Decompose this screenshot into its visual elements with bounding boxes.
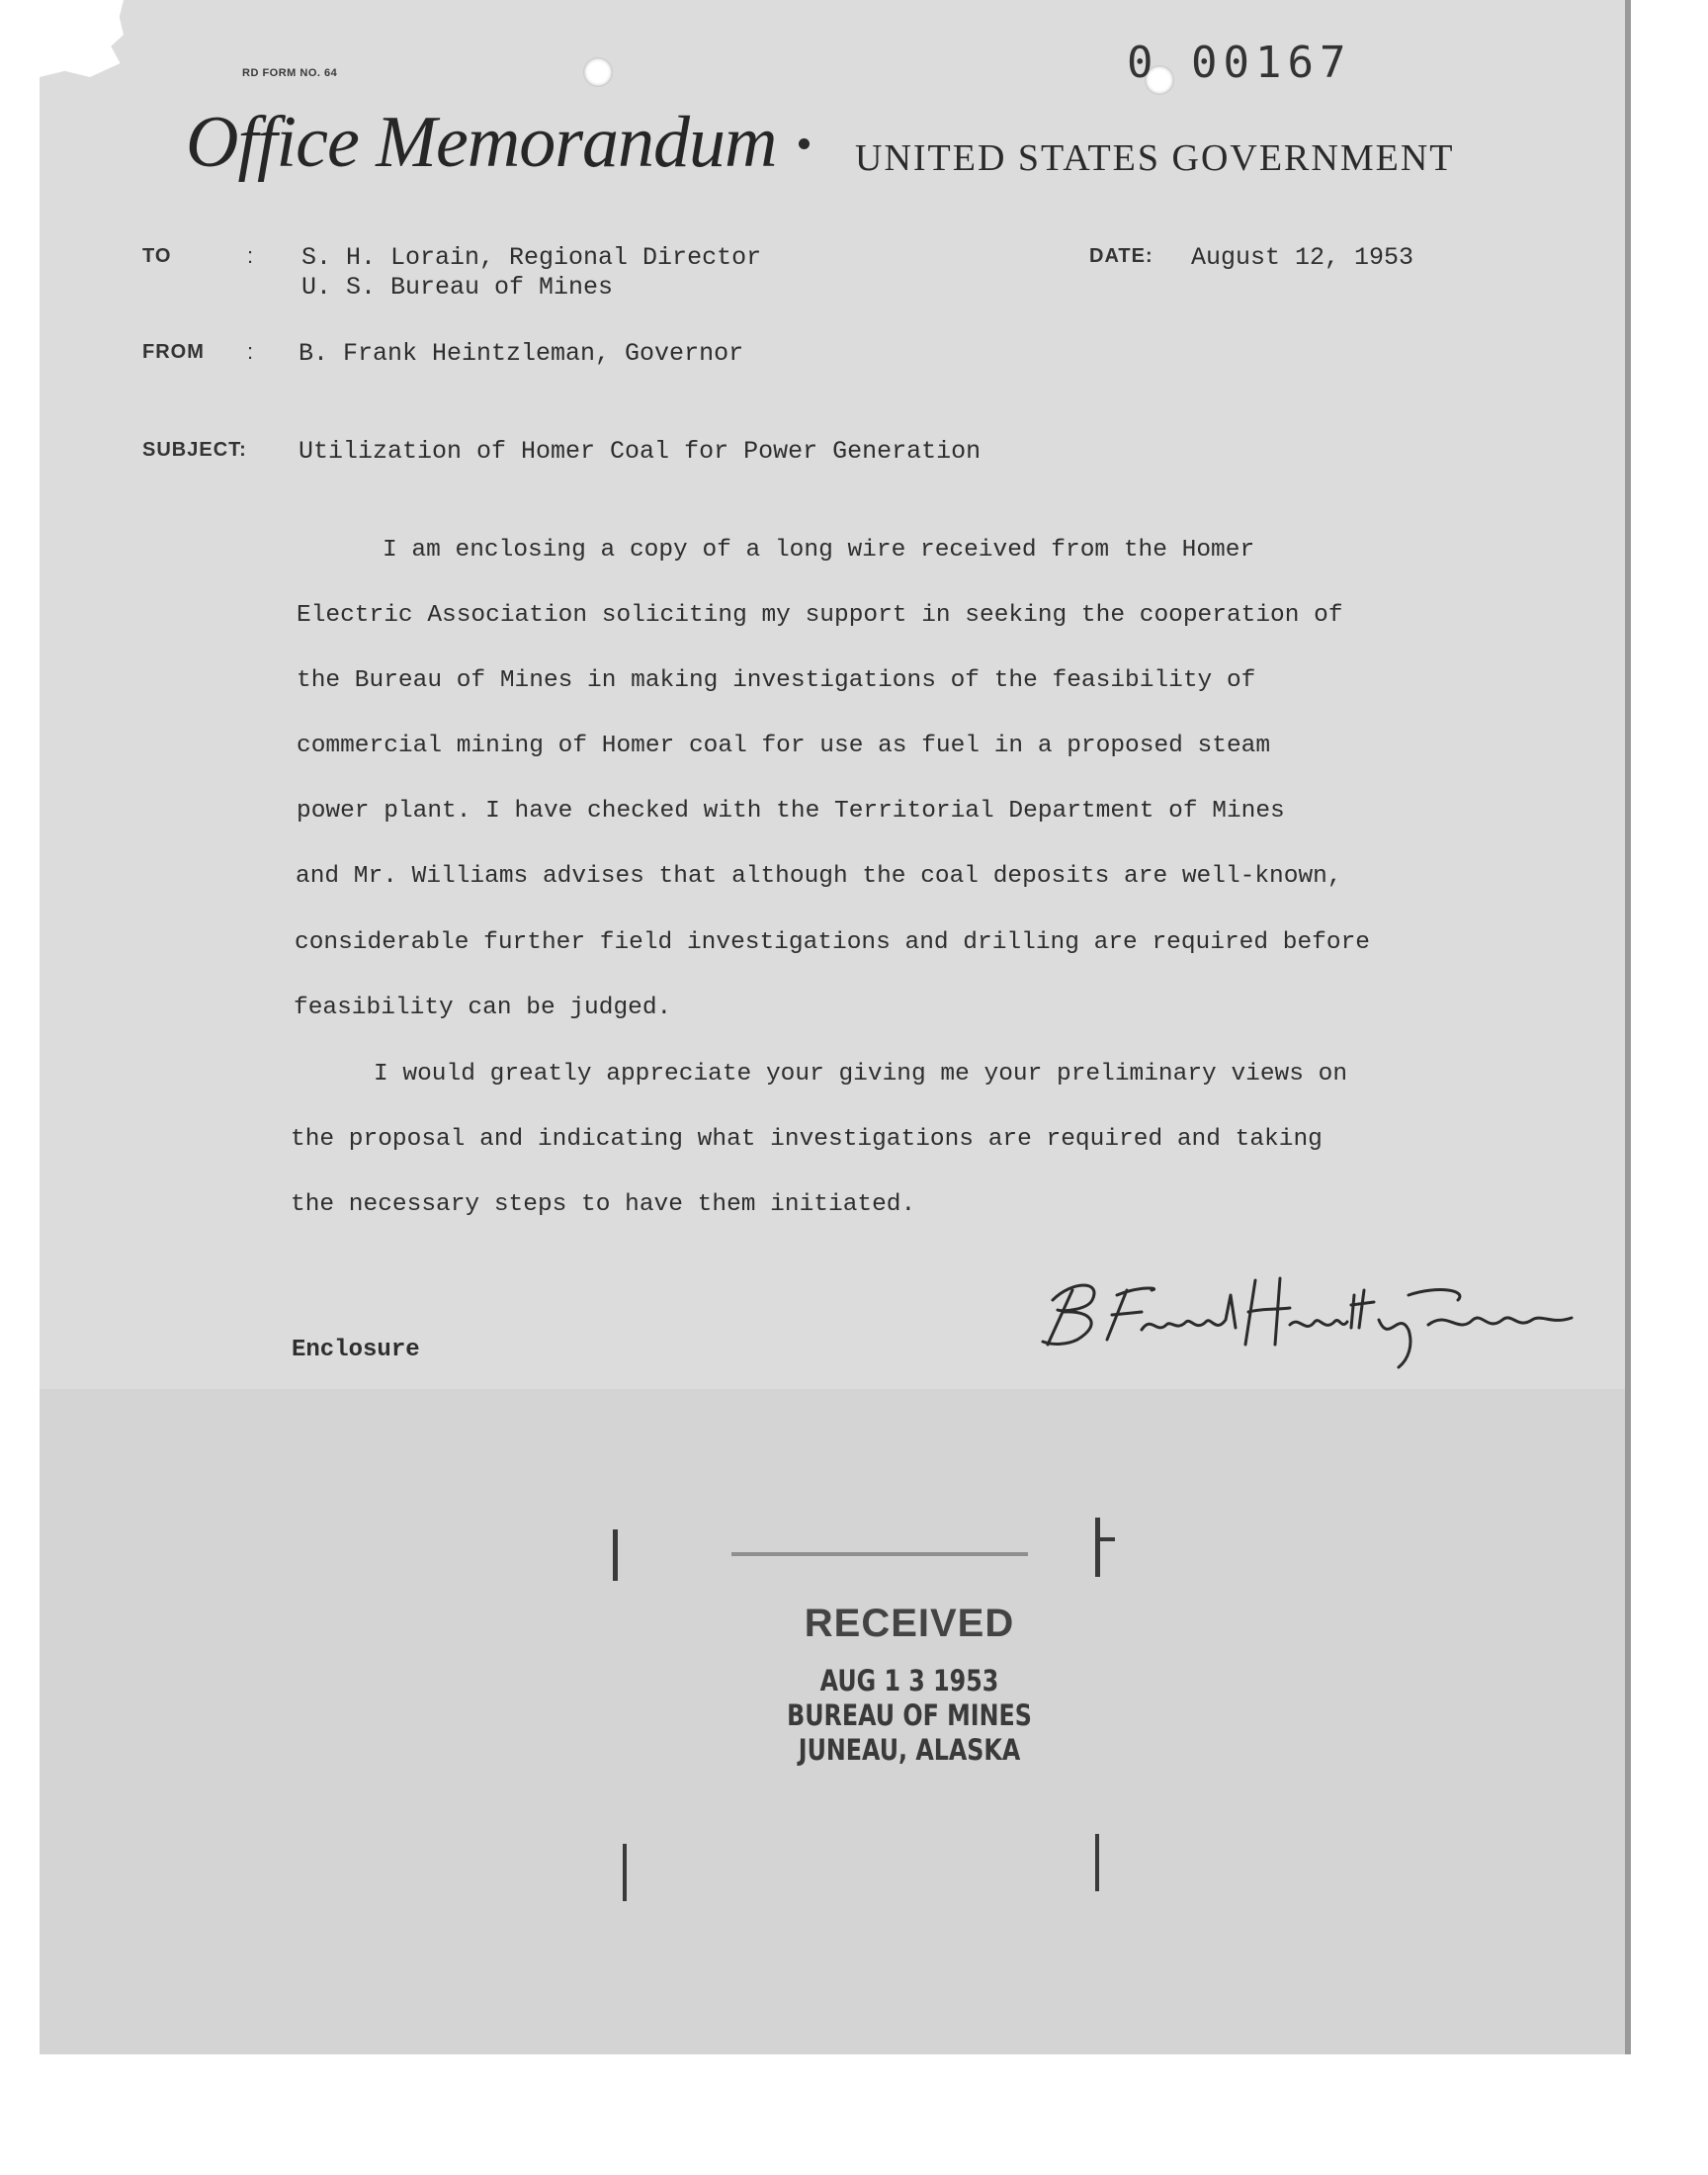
- date-label: DATE:: [1089, 245, 1153, 267]
- from-label: FROM: [142, 341, 205, 363]
- handwritten-signature: [1033, 1251, 1586, 1369]
- body-line: power plant. I have checked with the Territorial Department of Mines: [297, 798, 1285, 825]
- to-colon: :: [247, 243, 254, 268]
- from-colon: :: [247, 339, 254, 364]
- stamp-border-mark: [1095, 1518, 1100, 1577]
- body-line: the Bureau of Mines in making investigations of the feasibility of: [297, 667, 1256, 694]
- body-line: the proposal and indicating what investigations are required and taking: [291, 1126, 1323, 1153]
- torn-corner: [40, 0, 124, 77]
- stamp-border-mark: [1095, 1834, 1099, 1891]
- received-stamp: [722, 1602, 1097, 1768]
- stamp-office: BUREAU OF MINES: [787, 1698, 1032, 1732]
- stamp-smudge: [731, 1552, 1028, 1556]
- body-line: Electric Association soliciting my support in seeking the cooperation of: [297, 602, 1343, 629]
- stamp-date: AUG 1 3 1953: [819, 1664, 999, 1697]
- title-bullet: [799, 138, 810, 149]
- memo-page: [40, 0, 1631, 2054]
- body-line: considerable further field investigations and drilling are required before: [295, 929, 1370, 956]
- body-line: commercial mining of Homer coal for use as fuel in a proposed steam: [297, 733, 1271, 759]
- stamp-border-mark: [1099, 1537, 1115, 1541]
- form-number: RD FORM NO. 64: [242, 67, 338, 79]
- to-recipient: S. H. Lorain, Regional Director: [301, 243, 762, 272]
- subject-label: SUBJECT:: [142, 439, 247, 461]
- punch-hole-left: [583, 57, 613, 87]
- enclosure-note: Enclosure: [292, 1337, 420, 1363]
- to-organization: U. S. Bureau of Mines: [301, 273, 614, 302]
- from-sender: B. Frank Heintzleman, Governor: [299, 339, 744, 368]
- body-line: I would greatly appreciate your giving me your preliminary views on: [374, 1061, 1348, 1088]
- stamp-border-mark: [613, 1529, 618, 1581]
- body-line: and Mr. Williams advises that although the coal deposits are well-known,: [296, 863, 1342, 890]
- subject-value: Utilization of Homer Coal for Power Generation: [299, 437, 982, 466]
- body-line: the necessary steps to have them initiated.: [291, 1191, 916, 1218]
- stamp-location: JUNEAU, ALASKA: [798, 1733, 1021, 1767]
- stamp-border-mark: [623, 1844, 627, 1901]
- memo-title: Office Memorandum: [186, 102, 777, 183]
- body-line: I am enclosing a copy of a long wire received from the Homer: [383, 537, 1255, 564]
- stamp-received-text: RECEIVED: [804, 1602, 1015, 1645]
- body-line: feasibility can be judged.: [294, 995, 672, 1021]
- to-label: TO: [142, 245, 172, 267]
- government-heading: UNITED STATES GOVERNMENT: [855, 137, 1455, 179]
- date-value: August 12, 1953: [1191, 243, 1414, 272]
- document-number: 0 00167: [1127, 38, 1352, 88]
